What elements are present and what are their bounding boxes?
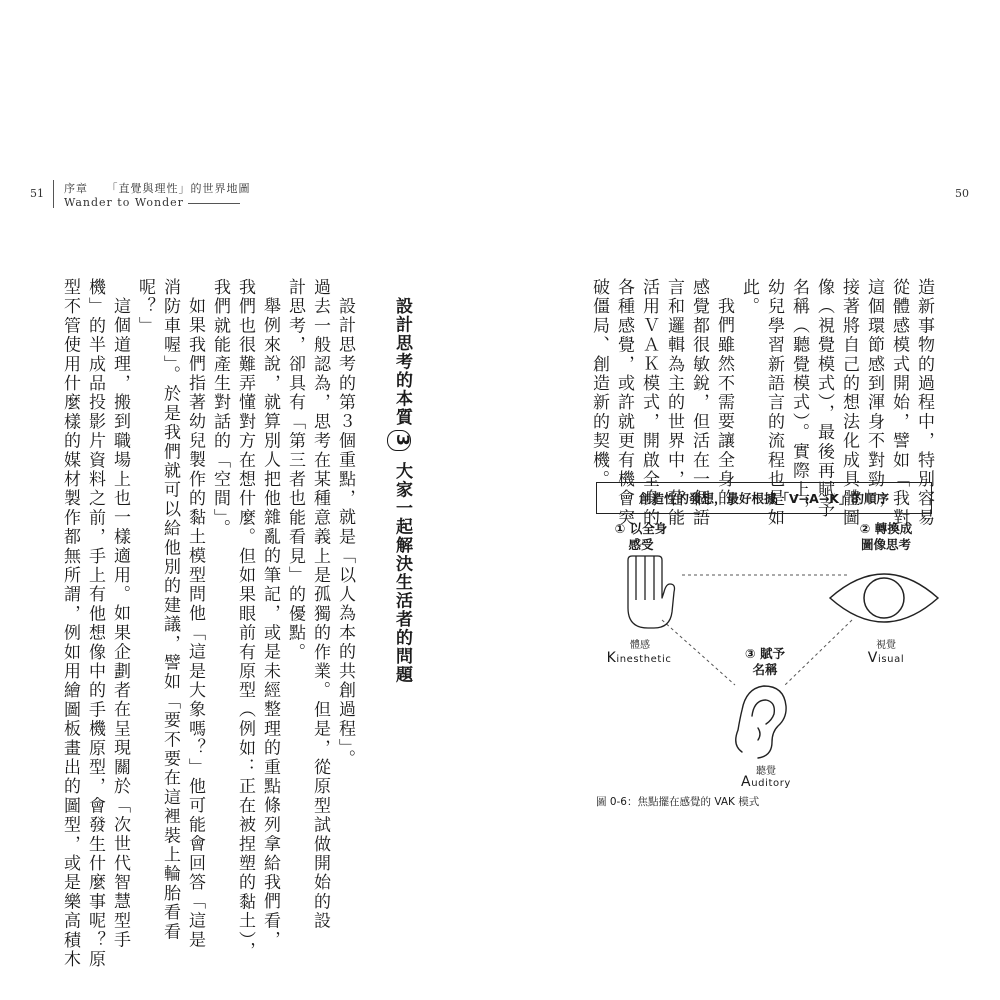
auditory-en-cap: A: [741, 774, 752, 790]
left-col-10: 這個道理，搬到職場上也一樣適用。如果企劃者在呈現關於「次世代智慧型手: [110, 297, 130, 950]
heading-number: 3: [392, 433, 412, 447]
heading-number-badge: [387, 430, 411, 451]
right-col-5: 像（視覺模式），最後再賦予: [814, 278, 834, 520]
left-col-12: 型不管使用什麼樣的媒材製作都無所謂，例如用繪圖板畫出的圖型，或是樂高積木: [60, 278, 80, 970]
right-col-8: 此。: [739, 278, 759, 317]
header-divider: [53, 180, 54, 208]
label-a: [725, 646, 805, 679]
running-rule: [188, 203, 240, 204]
label-v-line1: ② 轉換成: [859, 521, 913, 536]
left-col-2: 過去一般認為，思考在某種意義上是孤獨的作業。但是，從原型試做開始的設: [310, 278, 330, 931]
right-col-13: 各種感覺，或許就更有機會突: [614, 278, 634, 528]
section-heading: [387, 297, 412, 684]
right-col-14: 破僵局、創造新的契機。: [589, 278, 609, 490]
left-col-7: 如果我們指著幼兒製作的黏土模型問他「這是大象嗎？」他可能會回答「這是: [185, 297, 205, 950]
kinesthetic-en-cap: K: [606, 650, 617, 666]
auditory-zh: 聽覺: [756, 766, 776, 777]
left-col-11: 機」的半成品投影片資料之前，手上有他想像中的手機原型，會發生什麼事呢？原: [85, 278, 105, 970]
right-col-7: 幼兒學習新語言的流程也是如: [764, 278, 784, 528]
right-page-number: 50: [955, 187, 969, 200]
right-col-1: 造新事物的過程中，特別容易: [914, 278, 934, 528]
figure-caption: 圖 0-6：焦點擺在感覺的 VAK 模式: [596, 796, 760, 808]
right-col-2: 從體感模式開始，譬如「我對: [889, 278, 909, 528]
running-subtitle: Wander to Wonder: [64, 196, 184, 209]
left-col-4: 舉例來說，就算別人把他雜亂的筆記，或是未經整理的重點條列拿給我們看，: [260, 297, 280, 950]
left-col-6: 我們就能產生對話的「空間」。: [210, 278, 230, 539]
left-page-number: 51: [30, 187, 44, 200]
diagram-title: [596, 482, 932, 514]
label-v-line2: 圖像思考: [860, 537, 911, 553]
right-col-10: 感覺都很敏銳，但活在一個語: [689, 278, 709, 528]
left-col-1: 設計思考的第３個重點，就是「以人為本的共創過程」。: [335, 297, 355, 769]
label-a-line1: ③ 賦予: [745, 646, 785, 661]
left-col-8: 消防車喔」。於是我們就可以給他別的建議，譬如「要不要在這裡裝上輪胎看看: [160, 278, 180, 942]
right-col-12: 活用ＶＡＫ模式，開啟全身的: [639, 278, 659, 528]
right-col-9: 我們雖然不需要讓全身的: [714, 297, 734, 509]
auditory-en: [728, 774, 804, 790]
hand-icon: [628, 556, 675, 628]
label-a-line2: 名稱: [752, 662, 778, 678]
visual-en-cap: V: [867, 650, 878, 666]
right-col-6: 名稱（聽覺模式）。實際上，: [789, 278, 809, 520]
ear-icon: [736, 686, 786, 758]
label-k-line2: 感受: [628, 537, 654, 553]
left-col-9: 呢？」: [135, 278, 155, 336]
visual-en: [856, 650, 916, 666]
kinesthetic-zh: 體感: [630, 640, 650, 651]
right-col-4: 接著將自己的想法化成具體圖: [839, 278, 859, 528]
visual-en-rest: isual: [877, 654, 905, 665]
left-col-5: 我們也很難弄懂對方在想什麼。但如果眼前有原型（例如：正在被捏塑的黏土），: [235, 278, 255, 961]
auditory-en-rest: uditory: [751, 778, 791, 789]
kinesthetic-en: [594, 650, 684, 666]
heading-post: 大家一起解決生活者的問題: [392, 461, 412, 684]
label-v: [846, 521, 926, 554]
right-col-11: 言和邏輯為主的世界中，若能: [664, 278, 684, 528]
kinesthetic-en-rest: inesthetic: [616, 654, 672, 665]
right-col-3: 這個環節感到渾身不對勁」，: [864, 278, 884, 520]
running-head: 序章 「直覺與理性」的世界地圖: [64, 182, 251, 195]
visual-zh: 視覺: [876, 640, 896, 651]
label-k-line1: ① 以全身: [614, 521, 668, 536]
eye-icon: [830, 574, 938, 622]
label-k: [606, 521, 676, 554]
left-col-3: 計思考，卻具有「第三者也能看見」的優點。: [285, 278, 305, 662]
heading-pre: 設計思考的本質: [392, 297, 412, 427]
diagram-title-text: 創造性的發想，最好根據「V→A→K」的順序: [639, 491, 889, 506]
